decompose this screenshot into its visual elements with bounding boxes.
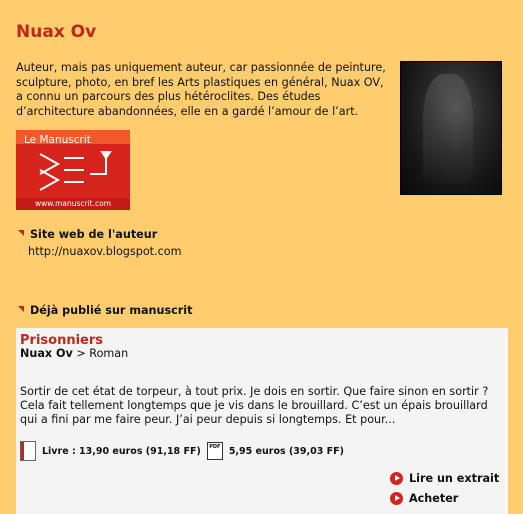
website-heading-label: Site web de l'auteur xyxy=(30,228,158,241)
author-bio: Auteur, mais pas uniquement auteur, car passionnée de peinture, sculpture, photo, en bref les Arts plastiques en général, Nuax OV, a connu un parcours des plus hétéroclites. Des études d’architecture abandonnées, elle en a gardé l’amour de l’art. xyxy=(16,61,386,118)
arrow-right-icon xyxy=(390,492,403,505)
manuscrit-logo[interactable] xyxy=(16,130,130,210)
book-author[interactable]: Nuax Ov xyxy=(20,347,73,360)
author-photo xyxy=(400,61,502,195)
book-genre[interactable]: Roman xyxy=(89,347,129,360)
read-extract-button[interactable] xyxy=(390,472,499,485)
buy-button[interactable] xyxy=(390,492,458,505)
arrow-right-icon xyxy=(390,472,403,485)
book-icon xyxy=(20,441,36,461)
price-row xyxy=(20,441,344,461)
book-card xyxy=(16,328,508,514)
book-excerpt: Sortir de cet état de torpeur, à tout prix. Je dois en sortir. Que faire sinon en sortir ? Cela fait tellement longtemps que je vis dans le brouillard. C’est un épais brouillard qui a fini par me faire peur. J’ai peur depuis si longtemps. Et pour... xyxy=(20,385,489,426)
bullet-icon xyxy=(18,306,24,312)
buy-label: Acheter xyxy=(409,492,459,505)
published-section-heading xyxy=(18,304,192,317)
price-book[interactable]: Livre : 13,90 euros (91,18 FF) xyxy=(42,445,201,457)
book-title-link[interactable]: Prisonniers xyxy=(20,333,103,348)
published-heading-label: Déjà publié sur manuscrit xyxy=(30,304,193,317)
bullet-icon xyxy=(18,230,24,236)
author-website-link[interactable]: http://nuaxov.blogspot.com xyxy=(28,245,182,258)
author-name: Nuax Ov xyxy=(16,22,97,42)
breadcrumb-separator: > xyxy=(76,347,86,360)
pdf-icon: PDF xyxy=(207,442,223,460)
logo-glyph-icon xyxy=(34,148,114,194)
website-section-heading xyxy=(18,228,157,241)
book-meta xyxy=(20,347,128,360)
read-extract-label: Lire un extrait xyxy=(409,472,500,485)
price-pdf[interactable]: 5,95 euros (39,03 FF) xyxy=(228,445,344,457)
logo-title: Le Manuscrit xyxy=(24,134,91,146)
logo-url: www.manuscrit.com xyxy=(16,198,130,210)
